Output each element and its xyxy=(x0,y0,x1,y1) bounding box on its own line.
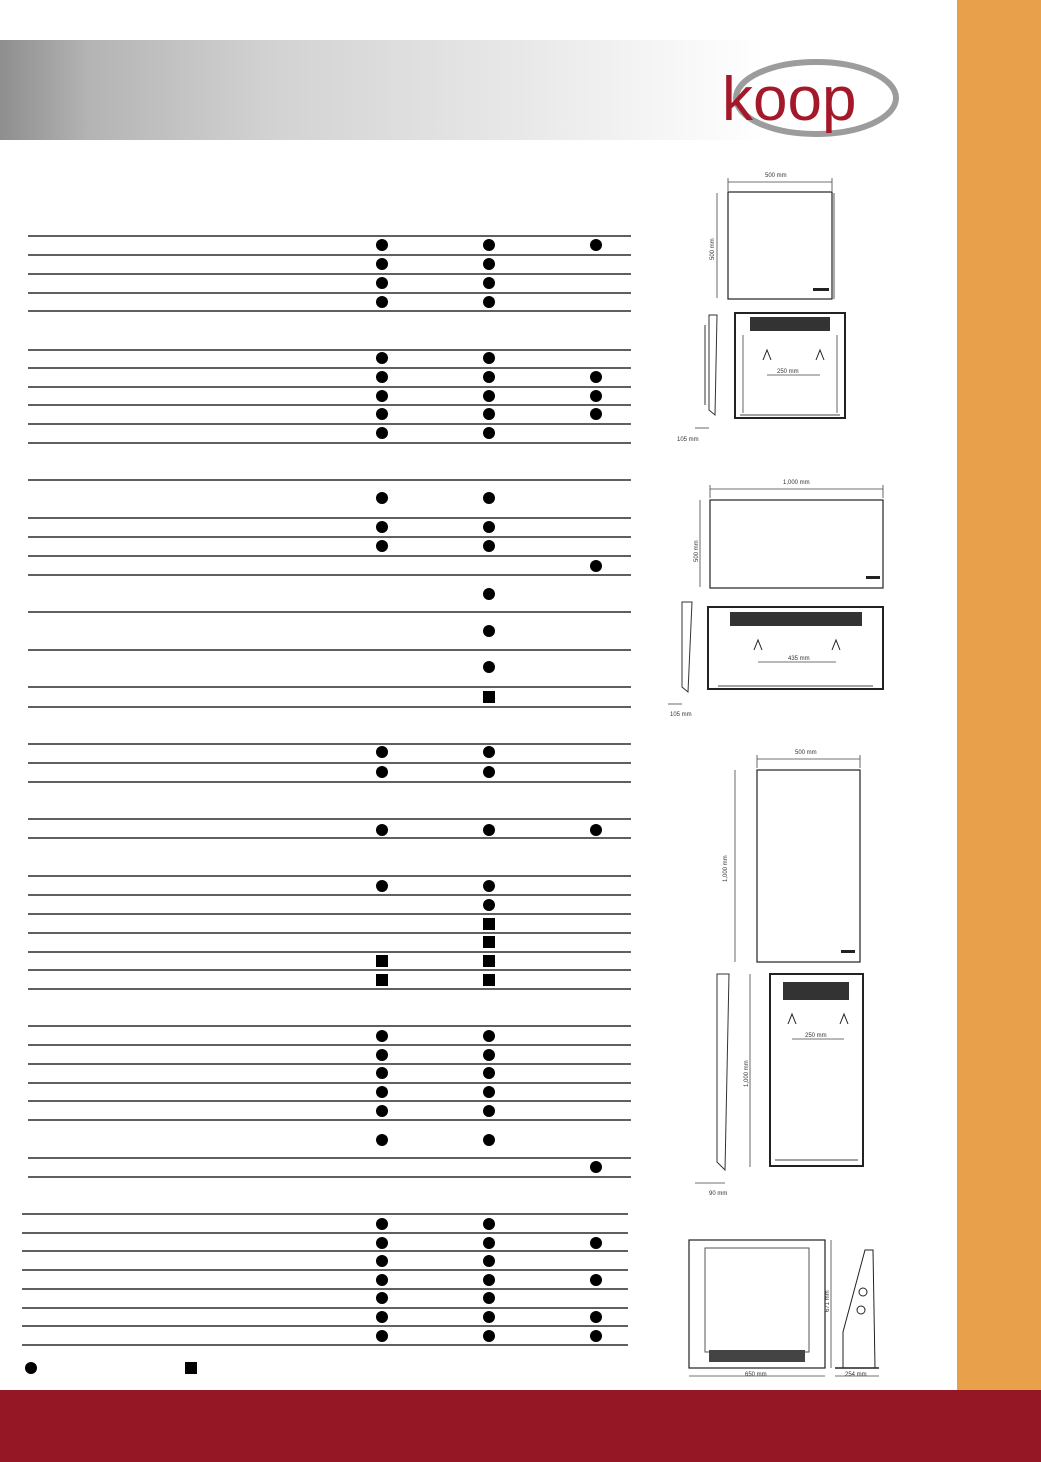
standard-dot-mark xyxy=(483,408,495,420)
standard-dot-mark xyxy=(483,352,495,364)
standard-dot-mark xyxy=(376,296,388,308)
standard-dot-mark xyxy=(590,1330,602,1342)
standard-dot-mark xyxy=(483,1134,495,1146)
standard-dot-mark xyxy=(483,1330,495,1342)
standard-dot-mark xyxy=(376,880,388,892)
standard-dot-mark xyxy=(376,521,388,533)
standard-dot-mark xyxy=(376,1330,388,1342)
standard-dot-mark xyxy=(483,1292,495,1304)
depth-label: 105 mm xyxy=(677,437,699,443)
optional-square-mark xyxy=(483,691,495,703)
standard-dot-mark xyxy=(483,661,495,673)
standard-dot-mark xyxy=(376,371,388,383)
standard-dot-mark xyxy=(376,824,388,836)
standard-dot-mark xyxy=(376,1105,388,1117)
standard-dot-mark xyxy=(590,239,602,251)
standard-dot-mark xyxy=(590,408,602,420)
standard-dot-mark xyxy=(483,371,495,383)
standard-dot-mark xyxy=(483,1030,495,1042)
standard-dot-mark xyxy=(376,1237,388,1249)
standard-dot-mark xyxy=(590,1237,602,1249)
bracket-label: 250 mm xyxy=(805,1033,827,1039)
depth-label: 254 mm xyxy=(845,1372,867,1378)
heater-drawing-500x1000 xyxy=(695,742,875,1202)
standard-dot-mark xyxy=(590,560,602,572)
standard-dot-mark xyxy=(376,1086,388,1098)
standard-dot-mark xyxy=(483,427,495,439)
legend-dot-icon xyxy=(25,1362,37,1374)
bracket-label: 250 mm xyxy=(777,369,799,375)
height-label: 671 mm xyxy=(825,1290,831,1312)
standard-dot-mark xyxy=(590,1311,602,1323)
width-label: 1,000 mm xyxy=(783,480,810,486)
standard-dot-mark xyxy=(376,258,388,270)
standard-dot-mark xyxy=(483,1255,495,1267)
standard-dot-mark xyxy=(376,1218,388,1230)
standard-dot-mark xyxy=(376,1030,388,1042)
standard-dot-mark xyxy=(483,1237,495,1249)
standard-dot-mark xyxy=(483,239,495,251)
standard-dot-mark xyxy=(483,625,495,637)
standard-dot-mark xyxy=(483,1086,495,1098)
koop-logo xyxy=(712,50,900,150)
standard-dot-mark xyxy=(376,277,388,289)
standard-dot-mark xyxy=(483,588,495,600)
standard-dot-mark xyxy=(376,766,388,778)
standard-dot-mark xyxy=(376,746,388,758)
standard-dot-mark xyxy=(376,492,388,504)
standard-dot-mark xyxy=(376,239,388,251)
standard-dot-mark xyxy=(376,427,388,439)
standard-dot-mark xyxy=(376,1274,388,1286)
standard-dot-mark xyxy=(376,1067,388,1079)
width-label: 650 mm xyxy=(745,1372,767,1378)
optional-square-mark xyxy=(483,918,495,930)
side-accent-bar xyxy=(957,0,1041,1390)
height-label: 1,000 mm xyxy=(723,855,729,882)
logo-text: koop xyxy=(722,65,857,134)
standard-dot-mark xyxy=(483,390,495,402)
heater-drawing-500x500 xyxy=(677,165,875,450)
width-label: 500 mm xyxy=(765,173,787,179)
optional-square-mark xyxy=(376,974,388,986)
standard-dot-mark xyxy=(376,352,388,364)
optional-square-mark xyxy=(483,974,495,986)
standard-dot-mark xyxy=(590,371,602,383)
legend-square-icon xyxy=(185,1362,197,1374)
footer-bar xyxy=(0,1390,1041,1462)
standard-dot-mark xyxy=(376,1255,388,1267)
bracket-label: 435 mm xyxy=(788,656,810,662)
standard-dot-mark xyxy=(483,540,495,552)
standard-dot-mark xyxy=(590,824,602,836)
standard-dot-mark xyxy=(590,1274,602,1286)
standard-dot-mark xyxy=(590,390,602,402)
legend-standard xyxy=(25,1362,37,1374)
standard-dot-mark xyxy=(483,899,495,911)
standard-dot-mark xyxy=(483,824,495,836)
standard-dot-mark xyxy=(483,1218,495,1230)
standard-dot-mark xyxy=(483,296,495,308)
standard-dot-mark xyxy=(483,1067,495,1079)
optional-square-mark xyxy=(376,955,388,967)
standard-dot-mark xyxy=(483,1105,495,1117)
height-label: 500 mm xyxy=(694,540,700,562)
standard-dot-mark xyxy=(483,1049,495,1061)
standard-dot-mark xyxy=(376,1311,388,1323)
standard-dot-mark xyxy=(376,1292,388,1304)
standard-dot-mark xyxy=(483,1274,495,1286)
legend-optional xyxy=(185,1362,197,1374)
optional-square-mark xyxy=(483,936,495,948)
standard-dot-mark xyxy=(376,1049,388,1061)
standard-dot-mark xyxy=(483,746,495,758)
standard-dot-mark xyxy=(376,408,388,420)
depth-label: 90 mm xyxy=(709,1191,728,1197)
standard-dot-mark xyxy=(483,880,495,892)
standard-dot-mark xyxy=(483,258,495,270)
optional-square-mark xyxy=(483,955,495,967)
standard-dot-mark xyxy=(483,766,495,778)
height-label: 500 mm xyxy=(710,238,716,260)
height2-label: 1,000 mm xyxy=(744,1060,750,1087)
heater-drawing-650x671 xyxy=(685,1232,885,1382)
heater-drawing-1000x500 xyxy=(668,472,893,722)
standard-dot-mark xyxy=(376,1134,388,1146)
standard-dot-mark xyxy=(483,492,495,504)
width-label: 500 mm xyxy=(795,750,817,756)
standard-dot-mark xyxy=(376,540,388,552)
standard-dot-mark xyxy=(483,521,495,533)
standard-dot-mark xyxy=(483,277,495,289)
depth-label: 105 mm xyxy=(670,712,692,718)
standard-dot-mark xyxy=(590,1161,602,1173)
standard-dot-mark xyxy=(483,1311,495,1323)
standard-dot-mark xyxy=(376,390,388,402)
